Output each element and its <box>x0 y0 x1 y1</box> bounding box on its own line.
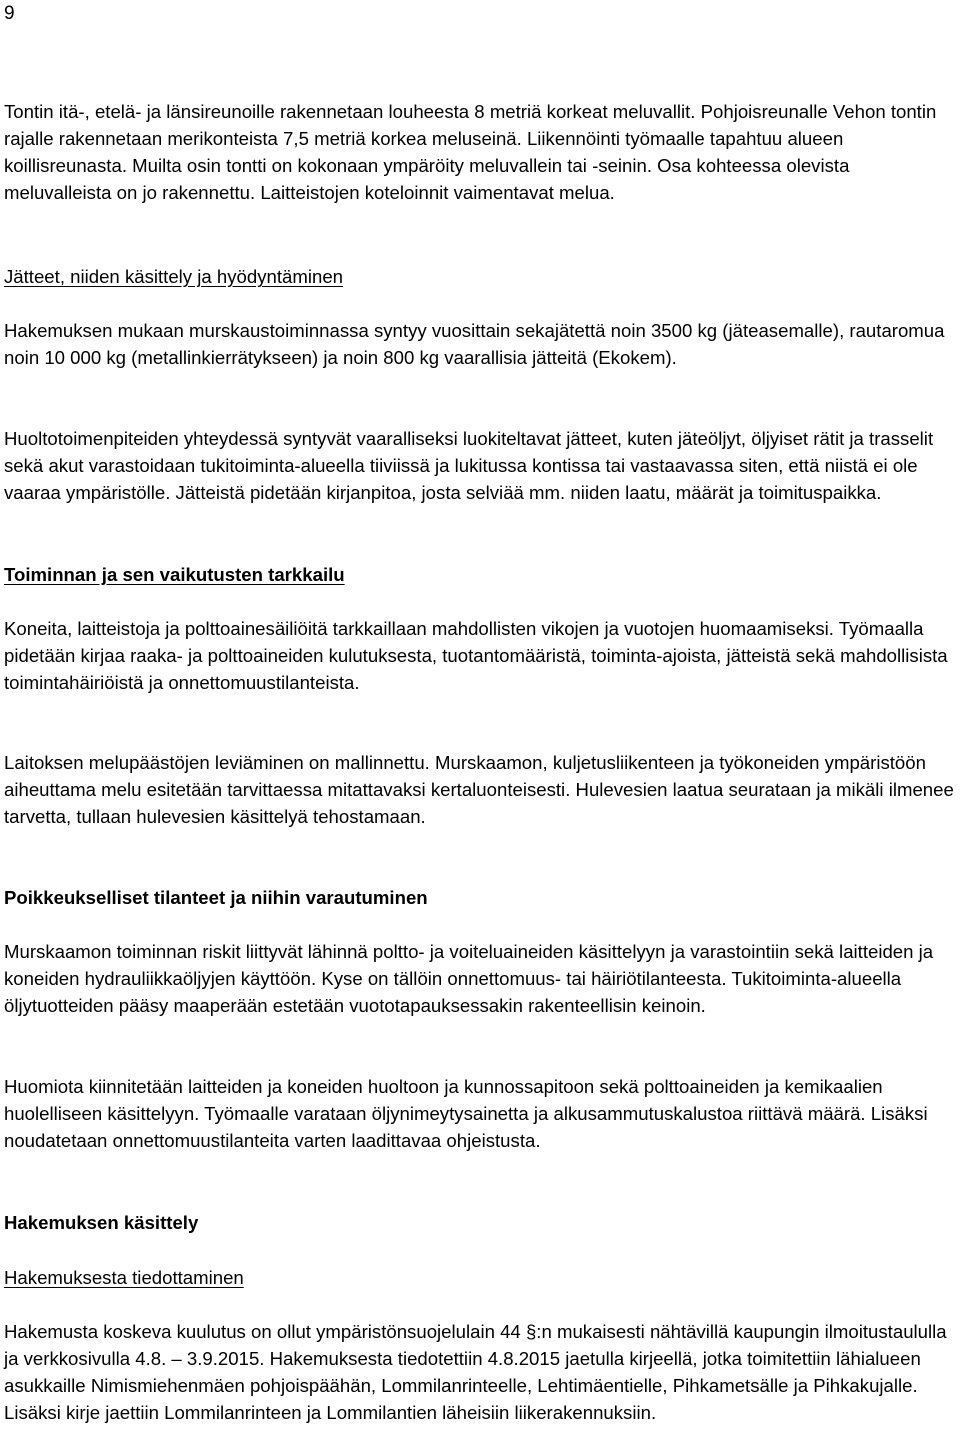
paragraph-noise-barriers: Tontin itä-, etelä- ja länsireunoille rakennetaan louheesta 8 metriä korkeat meluvallit. Pohjoisreunalle Vehon tontin rajalle rakennetaan merikonteista 7,5 metriä korkea meluseinä. Liikennöinti työmaalle tapahtuu alueen koillisreunasta. Muilta osin tontti on kokonaan ympäröity meluvallein tai -seinin. Osa kohteessa olevista meluvalleista on jo rakennettu. Laitteistojen koteloinnit vaimentavat melua. <box>4 101 937 203</box>
heading-waste: Jätteet, niiden käsittely ja hyödyntäminen <box>4 266 344 287</box>
paragraph-noise-modelling: Laitoksen melupäästöjen leviäminen on mallinnettu. Murskaamon, kuljetusliikenteen ja työkoneiden ympäristöön aiheuttama melu esitetään tarvittaessa mitattavaksi kertaluonteisesti. Hulevesien laatua seurataan ja mikäli ilmenee tarvetta, tullaan hulevesien käsittelyä tehostamaan. <box>4 752 954 827</box>
paragraph-risks: Murskaamon toiminnan riskit liittyvät lähinnä poltto- ja voiteluaineiden käsittelyyn ja varastointiin sekä laitteiden ja koneiden hydrauliikkaöljyjen käyttöön. Kyse on tällöin onnettomuus- tai häiriötilanteesta. Tukitoiminta-alueella öljytuotteiden pääsy maaperään estetään vuototapauksessakin rakenteellisin keinoin. <box>4 941 934 1016</box>
heading-application-notification: Hakemuksesta tiedottaminen <box>4 1267 244 1288</box>
paragraph-waste-amounts: Hakemuksen mukaan murskaustoiminnassa syntyy vuosittain sekajätettä noin 3500 kg (jäteasemalle), rautaromua noin 10 000 kg (metallinkierrätykseen) ja noin 800 kg vaarallisia jätteitä (Ekokem). <box>4 320 945 368</box>
heading-monitoring: Toiminnan ja sen vaikutusten tarkkailu <box>4 564 345 585</box>
paragraph-public-notice: Hakemusta koskeva kuulutus on ollut ympäristönsuojelulain 44 §:n mukaisesti nähtävillä kaupungin ilmoitustaululla ja verkkosivulla 4.8. – 3.9.2015. Hakemuksesta tiedotettiin 4.8.2015 jaetulla kirjeellä, jotka toimitettiin lähialueen asukkaille Nimismiehenmäen pohjoispäähän, Lommilanrinteelle, Lehtimäentielle, Pihkametsälle ja Pihkakujalle. Lisäksi kirje jaettiin Lommilanrinteen ja Lommilantien läheisiin liikerakennuksiin. <box>4 1321 947 1423</box>
heading-exceptional-situations: Poikkeukselliset tilanteet ja niihin varautuminen <box>4 887 428 908</box>
page-number: 9 <box>4 3 15 24</box>
heading-application-processing: Hakemuksen käsittely <box>4 1212 199 1233</box>
paragraph-hazardous-waste: Huoltotoimenpiteiden yhteydessä syntyvät vaaralliseksi luokiteltavat jätteet, kuten jäteöljyt, öljyiset rätit ja trasselit sekä akut varastoidaan tukitoiminta-alueella tiiviissä ja lukitussa kontissa tai vastaavassa siten, että niistä ei ole vaaraa ympäristölle. Jätteistä pidetään kirjanpitoa, josta selviää mm. niiden laatu, määrät ja toimituspaikka. <box>4 428 934 503</box>
paragraph-maintenance: Huomiota kiinnitetään laitteiden ja koneiden huoltoon ja kunnossapitoon sekä polttoaineiden ja kemikaalien huolelliseen käsittelyyn. Työmaalle varataan öljynimeytysainetta ja alkusammutuskalustoa riittävä määrä. Lisäksi noudatetaan onnettomuustilanteita varten laadittavaa ohjeistusta. <box>4 1076 928 1151</box>
paragraph-equipment-monitoring: Koneita, laitteistoja ja polttoainesäiliöitä tarkkaillaan mahdollisten vikojen ja vuotojen huomaamiseksi. Työmaalla pidetään kirjaa raaka- ja polttoaineiden kulutuksesta, tuotantomääristä, toiminta-ajoista, jätteistä sekä mahdollisista toimintahäiriöistä ja onnettomuustilanteista. <box>4 618 948 693</box>
